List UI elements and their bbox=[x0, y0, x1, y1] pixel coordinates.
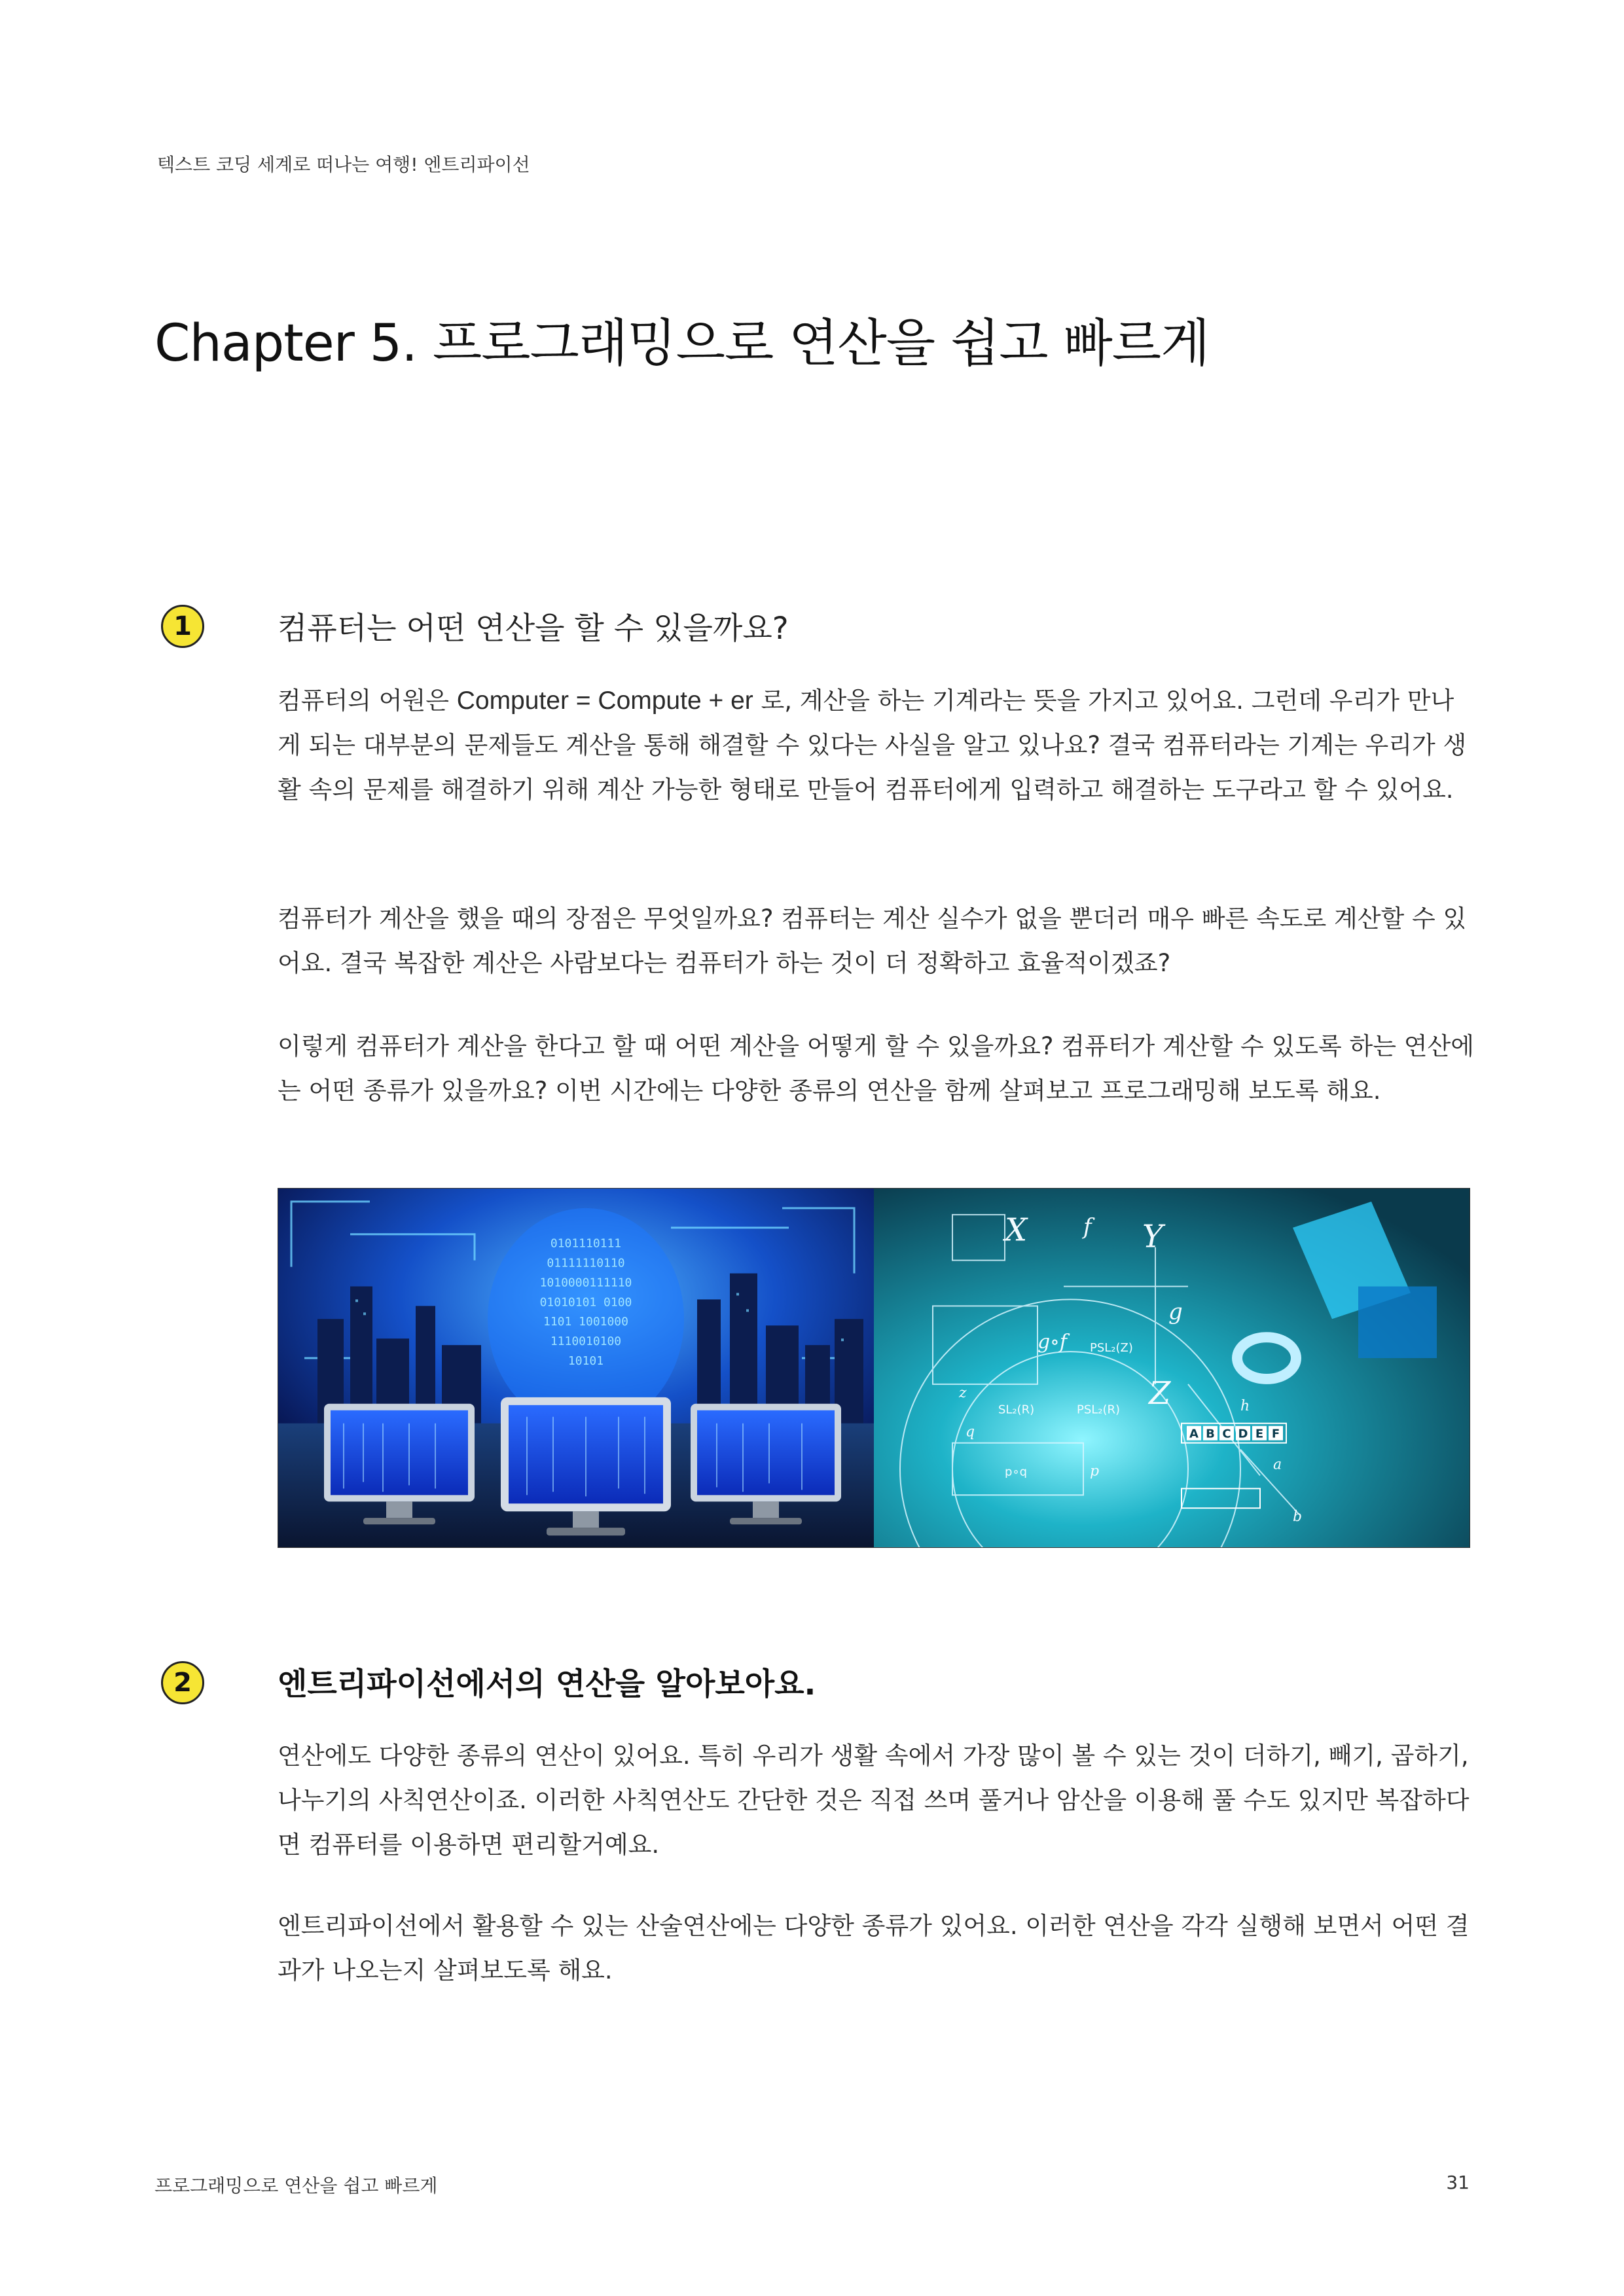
computers-city-svg bbox=[278, 1189, 874, 1547]
letter-box: D bbox=[1238, 1427, 1248, 1441]
math-label: PSL₂(R) bbox=[1077, 1403, 1121, 1417]
math-label: z bbox=[959, 1384, 967, 1401]
letter-box: E bbox=[1255, 1427, 1264, 1441]
math-label: Y bbox=[1142, 1219, 1163, 1255]
section-1-paragraph-3: 이렇게 컴퓨터가 계산을 한다고 할 때 어떤 계산을 어떻게 할 수 있을까요? 컴퓨터가 계산할 수 있도록 하는 연산에는 어떤 종류가 있을까요? 이번 시간에는 다양한 종류의 연산을 함께 살펴보고 프로그래밍해 보도록 해요. bbox=[278, 1032, 1474, 1105]
letter-box: A bbox=[1189, 1427, 1199, 1441]
math-graphic-image bbox=[874, 1189, 1470, 1547]
binary-row: 1010000111110 bbox=[539, 1276, 632, 1290]
binary-row: 1101 1001000 bbox=[543, 1315, 628, 1329]
math-label: q bbox=[965, 1424, 975, 1441]
letter-box: F bbox=[1271, 1427, 1280, 1441]
math-label: b bbox=[1293, 1509, 1303, 1526]
binary-row: 1110010100 bbox=[550, 1335, 622, 1349]
illustration-banner bbox=[278, 1188, 1470, 1548]
math-label: SL₂(R) bbox=[998, 1403, 1035, 1417]
section-1-number-badge: 1 bbox=[161, 605, 204, 648]
math-label: Z bbox=[1149, 1375, 1171, 1412]
binary-row: 0101110111 bbox=[550, 1236, 622, 1251]
math-label: p bbox=[1090, 1463, 1100, 1480]
letter-box: B bbox=[1206, 1427, 1215, 1441]
section-2-number-badge: 2 bbox=[161, 1661, 204, 1704]
paragraph-text: 로, 계산을 하는 기계라는 뜻을 가지고 있어요. 그런데 우리가 만나게 되는 대부분의 문제들도 계산을 통해 해결할 수 있다는 사실을 알고 있나요? 결국 컴퓨터라는 기계는 우리가 생활 속의 문제를 해결하기 위해 계산 가능한 형태로 만들어 컴퓨터에게 입력하고 해결하는 도구라고 할 수 있어요. bbox=[278, 687, 1467, 804]
math-label: X bbox=[1005, 1212, 1028, 1249]
letter-box: C bbox=[1222, 1427, 1231, 1441]
section-1-paragraph-2: 컴퓨터가 계산을 했을 때의 장점은 무엇일까요? 컴퓨터는 계산 실수가 없을 뿐더러 매우 빠른 속도로 계산할 수 있어요. 결국 복잡한 계산은 사람보다는 컴퓨터가 하는 것이 더 정확하고 효율적이겠죠? bbox=[278, 905, 1467, 977]
math-label: PSL₂(Z) bbox=[1090, 1341, 1133, 1355]
running-header: 텍스트 코딩 세계로 떠나는 여행! 엔트리파이선 bbox=[157, 154, 530, 175]
section-2-paragraph-2: 엔트리파이선에서 활용할 수 있는 산술연산에는 다양한 종류가 있어요. 이러한 연산을 각각 실행해 보면서 어떤 결과가 나오는지 살펴보도록 해요. bbox=[278, 1912, 1470, 1984]
section-1-heading: 컴퓨터는 어떤 연산을 할 수 있을까요? bbox=[278, 611, 789, 647]
binary-row: 01010101 0100 bbox=[539, 1295, 632, 1310]
chapter-title: Chapter 5. 프로그래밍으로 연산을 쉽고 빠르게 bbox=[154, 314, 1210, 373]
math-label: g bbox=[1168, 1299, 1183, 1325]
math-label: g∘f bbox=[1038, 1331, 1068, 1354]
binary-row: 10101 bbox=[568, 1354, 604, 1369]
math-label: a bbox=[1273, 1456, 1282, 1473]
binary-row: 01111110110 bbox=[547, 1256, 625, 1270]
math-label: f bbox=[1083, 1214, 1092, 1240]
math-label: h bbox=[1240, 1397, 1250, 1414]
paragraph-text: 컴퓨터의 어원은 bbox=[278, 687, 457, 715]
etymology-formula: Computer = Compute + er bbox=[456, 687, 753, 715]
section-2-heading: 엔트리파이선에서의 연산을 알아보아요. bbox=[278, 1666, 816, 1702]
page-number: 31 bbox=[1446, 2172, 1470, 2193]
section-2-paragraph-1: 연산에도 다양한 종류의 연산이 있어요. 특히 우리가 생활 속에서 가장 많이 볼 수 있는 것이 더하기, 빼기, 곱하기, 나누기의 사칙연산이죠. 이러한 사칙연산도 간단한 것은 직접 쓰며 풀거나 암산을 이용해 풀 수도 있지만 복잡하다면 컴퓨터를 이용하면 편리할거예요. bbox=[278, 1742, 1470, 1859]
footer-section-title: 프로그래밍으로 연산을 쉽고 빠르게 bbox=[154, 2175, 438, 2197]
section-1-paragraph-1 bbox=[278, 679, 1475, 812]
math-graphic-svg bbox=[874, 1189, 1470, 1547]
computers-city-image bbox=[278, 1189, 874, 1547]
math-label: p∘q bbox=[1005, 1465, 1028, 1479]
